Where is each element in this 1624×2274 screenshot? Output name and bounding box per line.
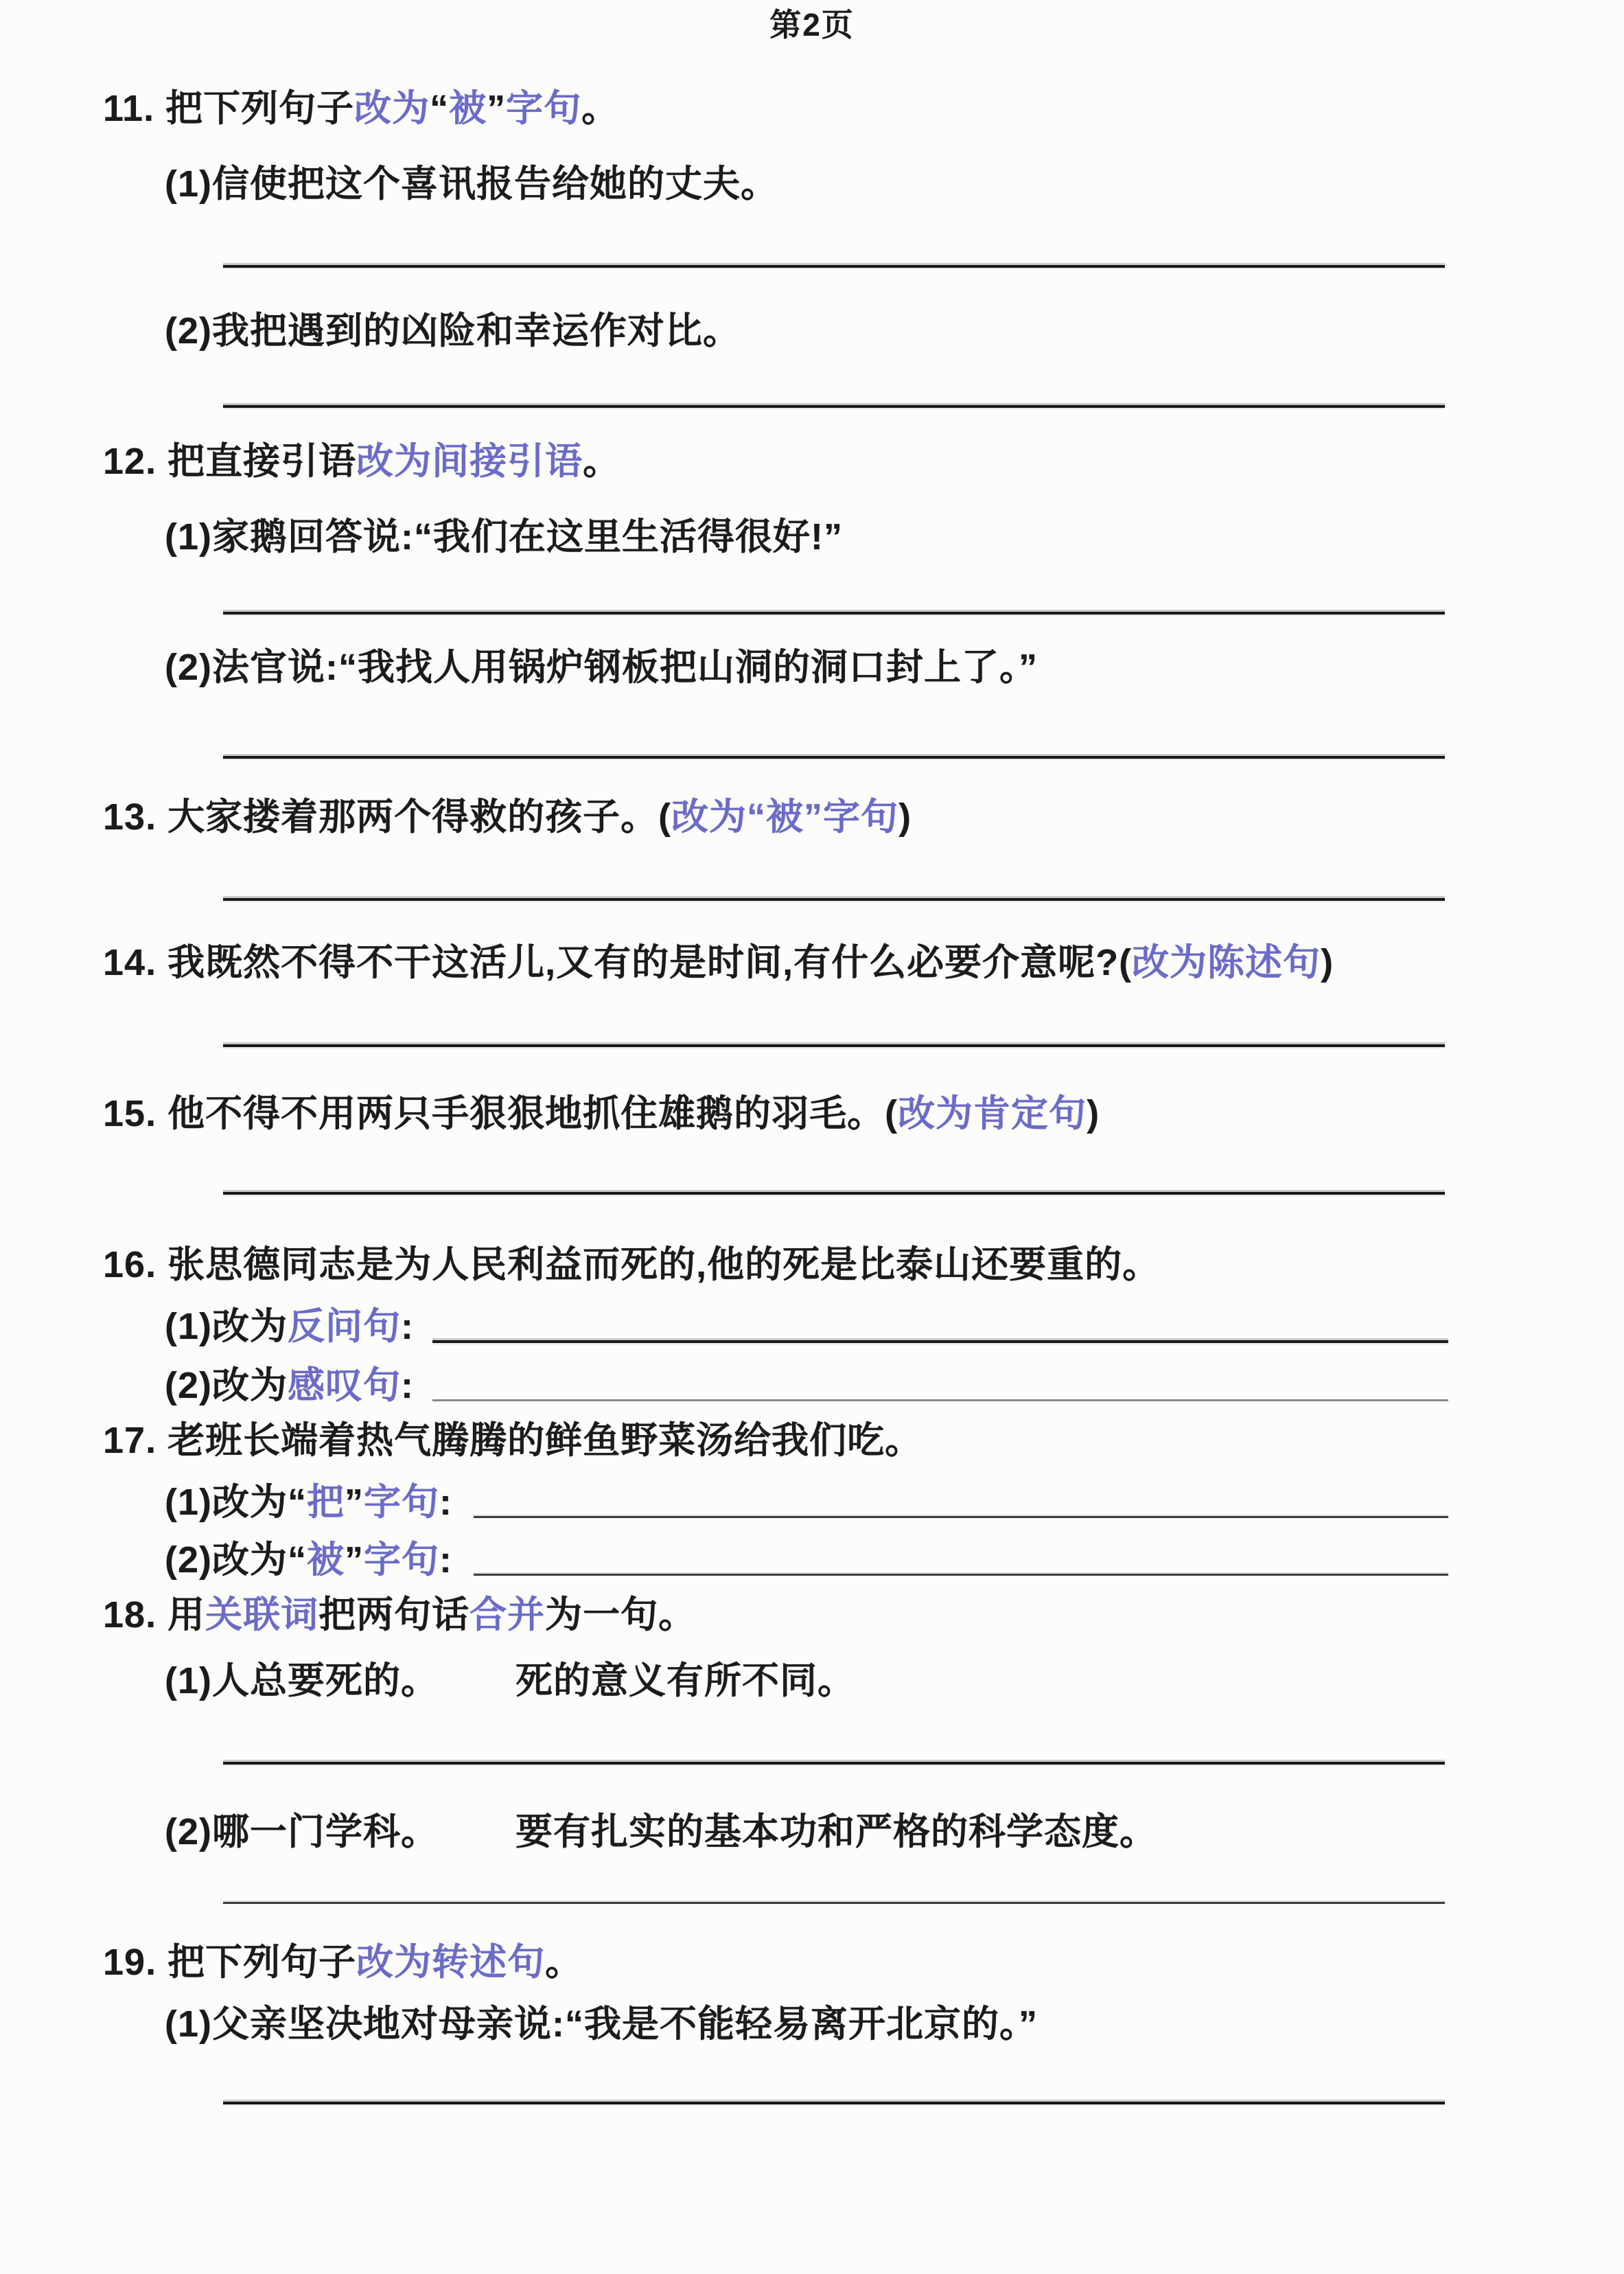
answer-line-18-2 [223,1902,1445,1904]
question-15 [103,1092,1100,1136]
question-17-item-2 [165,1538,452,1582]
text-segment: (2)改为“ [165,1539,307,1581]
question-18-item-2 [165,1810,1157,1854]
text-segment: 11. [103,88,166,129]
text-segment: “ [430,88,450,129]
answer-line-17-2 [474,1574,1448,1576]
accent-text-segment: 改为 [354,88,430,129]
text-segment: (1)人总要死的。 [165,1660,439,1701]
question-19-item-1 [165,2002,1038,2046]
answer-line-19-1 [223,2102,1445,2104]
text-segment: (2)改为 [165,1365,288,1406]
accent-text-segment: 被 [449,88,487,129]
text-segment: 把两句话 [318,1594,470,1635]
text-segment: ” [345,1539,364,1581]
text-segment: ) [1321,942,1334,983]
text-segment: 。 [581,88,620,129]
accent-text-segment: 字句 [506,88,582,129]
text-segment: 张思德同志是为人民利益而死的,他的死是比泰山还要重的。 [167,1244,1161,1285]
accent-text-segment: 反问句 [288,1306,401,1347]
text-segment: (2)我把遇到的凶险和幸运作对比。 [165,310,741,352]
answer-line-15 [223,1192,1445,1195]
text-segment: 17. [103,1420,168,1461]
text-segment: 12. [103,441,168,482]
text-segment: (1)父亲坚决地对母亲说:“我是不能轻易离开北京的。” [165,2003,1038,2045]
accent-text-segment: 感叹句 [288,1365,401,1406]
question-13 [103,795,912,839]
text-segment: 。 [583,441,621,482]
accent-text-segment: 关联词 [205,1594,319,1635]
accent-text-segment: 合并 [469,1594,546,1635]
accent-text-segment: 字句 [364,1482,439,1523]
text-segment: 死的意义有所不同。 [515,1660,855,1701]
text-segment: 他不得不用两只手狠狠地抓住雄鹅的羽毛。( [167,1093,898,1134]
text-segment: (1)家鹅回答说:“我们在这里生活得很好!” [165,516,843,558]
text-segment: 把直接引语 [167,441,357,482]
question-19-heading [103,1940,583,1984]
question-11-item-2 [165,309,741,353]
text-segment: (1)改为 [165,1306,288,1347]
answer-line-12-1 [223,612,1445,615]
question-18-item-1 [165,1659,855,1703]
text-segment: (1)信使把这个喜讯报告给她的丈夫。 [165,163,778,205]
text-segment: : [401,1306,414,1347]
text-segment: : [439,1482,452,1523]
question-17-item-1 [165,1480,452,1524]
accent-text-segment: 改为间接引语 [356,441,583,482]
question-12-item-1 [165,515,843,559]
text-segment: ) [1087,1093,1100,1134]
answer-line-12-2 [223,756,1445,759]
text-segment: (1)改为“ [165,1482,307,1523]
text-segment: 。 [545,1942,583,1983]
text-segment: (2)哪一门学科。 [165,1811,439,1852]
text-segment: : [401,1365,414,1406]
text-segment: 把下列句子 [165,88,355,129]
answer-line-11-2 [223,405,1445,408]
question-12-item-2 [165,645,1038,689]
text-segment: 把下列句子 [167,1942,357,1983]
answer-line-14 [223,1044,1445,1047]
answer-line-17-1 [474,1516,1448,1518]
accent-text-segment: 改为肯定句 [898,1093,1087,1134]
answer-line-16-2 [432,1399,1448,1401]
text-segment: 14. [103,942,168,983]
text-segment: 16. [103,1244,168,1285]
text-segment: 为一句。 [545,1594,697,1635]
answer-line-13 [223,898,1445,901]
text-segment: ” [487,88,507,129]
question-11-heading [103,87,619,130]
accent-text-segment: 改为“被”字句 [671,796,899,838]
text-segment: (2)法官说:“我找人用锅炉钢板把山洞的洞口封上了。” [165,647,1038,688]
text-segment: ” [345,1482,364,1523]
question-16-item-2 [165,1364,414,1408]
text-segment: 要有扎实的基本功和严格的科学态度。 [515,1811,1157,1852]
answer-line-18-1 [223,1762,1445,1765]
accent-text-segment: 改为陈述句 [1132,942,1321,983]
answer-line-16-1 [432,1340,1448,1343]
text-segment: 18. [103,1594,168,1635]
text-segment: 19. [103,1942,168,1983]
text-segment: 用 [167,1594,206,1635]
question-14 [103,941,1334,985]
text-segment: : [439,1539,452,1581]
accent-text-segment: 把 [307,1482,345,1523]
text-segment: 13. [103,796,168,838]
page-number: 第2页 [769,7,855,43]
answer-line-11-1 [223,265,1445,268]
accent-text-segment: 改为转述句 [356,1942,546,1983]
question-17-heading [103,1419,923,1462]
question-12-heading [103,439,620,483]
question-16-item-1 [165,1305,414,1348]
text-segment: 大家搂着那两个得救的孩子。( [167,796,672,838]
question-18-heading [103,1593,696,1637]
accent-text-segment: 字句 [364,1539,439,1581]
accent-text-segment: 被 [307,1539,345,1581]
text-segment: ) [898,796,912,838]
text-segment: 15. [103,1093,168,1134]
text-segment: 我既然不得不干这活儿,又有的是时间,有什么必要介意呢?( [167,942,1133,983]
question-16-heading [103,1243,1160,1287]
text-segment: 老班长端着热气腾腾的鲜鱼野菜汤给我们吃。 [167,1420,923,1461]
question-11-item-1 [165,162,778,206]
